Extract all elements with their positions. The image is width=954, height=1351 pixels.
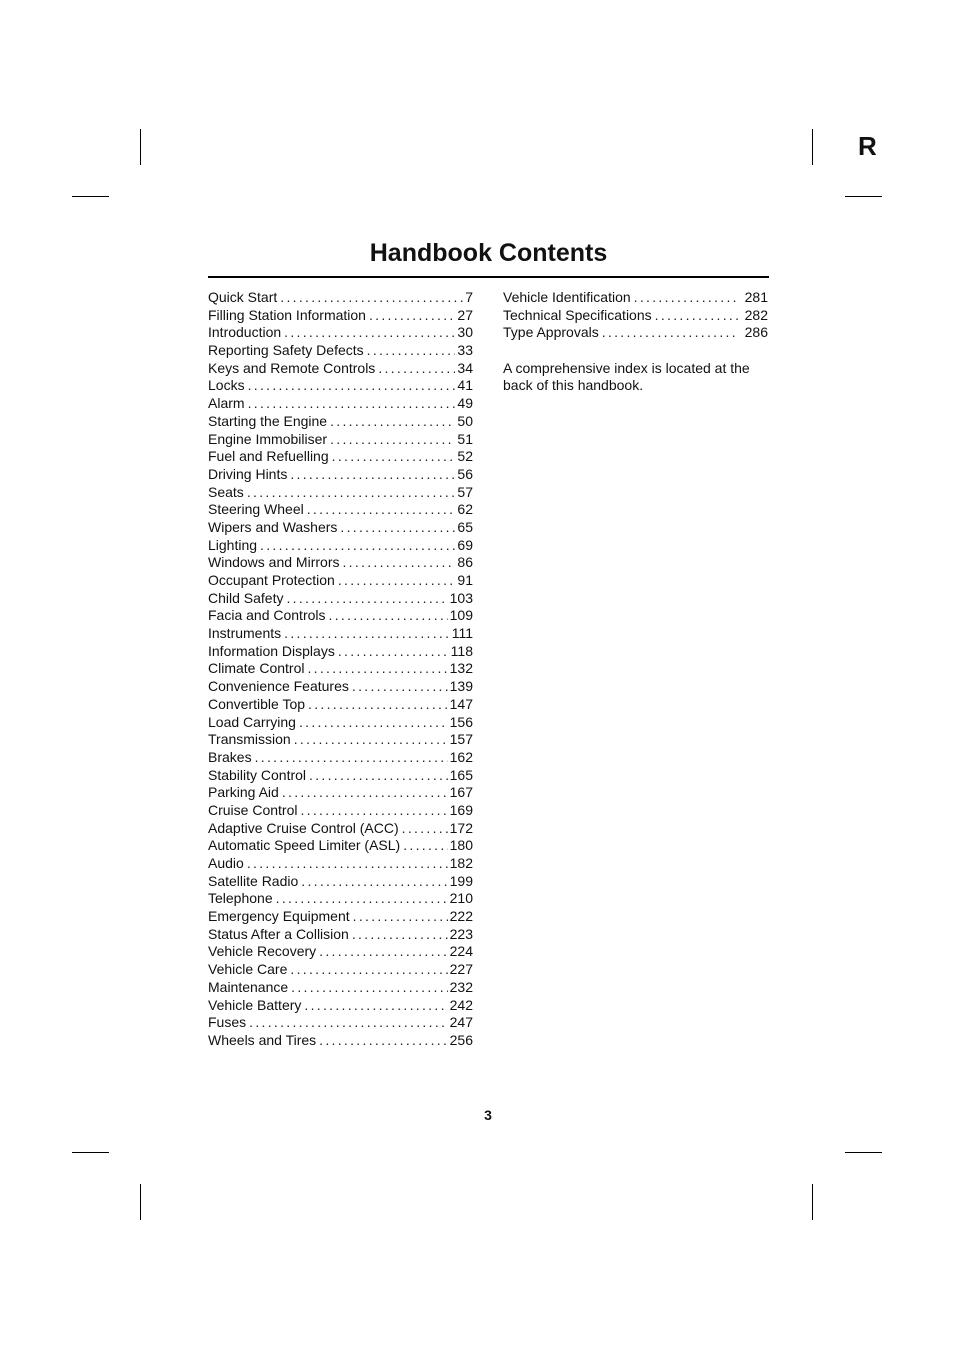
- contents-entry: [208, 890, 473, 908]
- entry-page-number: 282: [744, 306, 768, 323]
- contents-entry: [208, 908, 473, 926]
- entry-page-number: 210: [449, 890, 473, 907]
- contents-entry: [208, 448, 473, 466]
- entry-title: Stability Control: [208, 766, 307, 783]
- contents-entry: [208, 714, 473, 732]
- entry-title: Audio: [208, 855, 244, 871]
- dot-leader: [338, 643, 449, 661]
- entry-title: Climate Control: [208, 660, 305, 677]
- dot-leader: [247, 484, 456, 502]
- entry-page-number: 109: [449, 607, 473, 624]
- contents-entry: [208, 643, 473, 661]
- contents-list-left: [208, 289, 473, 1050]
- contents-entry: [208, 431, 473, 449]
- dot-leader: [294, 731, 448, 749]
- entry-title: Windows and Mirrors: [208, 554, 340, 571]
- entry-title: Engine Immobiliser: [208, 430, 328, 447]
- entry-page-number: 156: [449, 713, 473, 730]
- dot-leader: [290, 961, 447, 979]
- contents-entry: [208, 324, 473, 342]
- dot-leader: [352, 678, 448, 696]
- dot-leader: [299, 714, 448, 732]
- contents-entry: [208, 537, 473, 555]
- entry-title: Locks: [208, 377, 245, 394]
- entry-title: Occupant Protection: [208, 572, 335, 588]
- contents-entry: [208, 466, 473, 484]
- entry-page-number: 65: [457, 518, 473, 535]
- contents-list-right-entries: [503, 289, 768, 342]
- dot-leader: [260, 537, 455, 555]
- contents-entry: [208, 837, 473, 855]
- entry-title: Emergency Equipment: [208, 908, 350, 925]
- dot-leader: [284, 324, 455, 342]
- contents-entry: [208, 997, 473, 1015]
- entry-title: Vehicle Battery: [208, 996, 302, 1013]
- section-tab-letter: R: [858, 131, 877, 161]
- entry-title: Transmission: [208, 731, 291, 748]
- entry-title: Vehicle Care: [208, 961, 288, 978]
- contents-entry: [208, 625, 473, 643]
- entry-page-number: 182: [449, 855, 473, 871]
- dot-leader: [248, 377, 456, 395]
- contents-entry: [208, 289, 473, 307]
- page-title: Handbook Contents: [369, 239, 608, 267]
- entry-title: Technical Specifications: [503, 306, 652, 323]
- entry-title: Automatic Speed Limiter (ASL): [208, 837, 401, 854]
- contents-entry: [208, 784, 473, 802]
- entry-title: Maintenance: [208, 978, 289, 995]
- contents-entry: [208, 572, 473, 590]
- entry-page-number: 167: [449, 784, 473, 801]
- crop-mark-bottom-left-horizontal: [72, 1152, 109, 1153]
- entry-page-number: 86: [457, 554, 473, 571]
- title-rule: [208, 276, 769, 278]
- entry-title: Adaptive Cruise Control (ACC): [208, 819, 399, 836]
- entry-title: Instruments: [208, 625, 282, 642]
- contents-entry: [208, 360, 473, 378]
- dot-leader: [330, 431, 455, 449]
- entry-page-number: 256: [449, 1031, 473, 1048]
- dot-leader: [309, 767, 448, 785]
- dot-leader: [301, 873, 447, 891]
- contents-entry: [208, 554, 473, 572]
- dot-leader: [300, 802, 447, 820]
- dot-leader: [655, 307, 738, 325]
- contents-list-right: [503, 289, 768, 395]
- entry-title: Reporting Safety Defects: [208, 342, 364, 359]
- entry-title: Convenience Features: [208, 678, 349, 695]
- entry-title: Quick Start: [208, 289, 278, 305]
- entry-page-number: 52: [457, 448, 473, 465]
- dot-leader: [286, 590, 447, 608]
- dot-leader: [602, 324, 738, 342]
- contents-entry: [208, 1014, 473, 1032]
- contents-entry: [208, 519, 473, 537]
- dot-leader: [304, 997, 447, 1015]
- entry-title: Parking Aid: [208, 784, 279, 801]
- contents-entry: [208, 590, 473, 608]
- entry-title: Fuses: [208, 1014, 247, 1031]
- dot-leader: [249, 1014, 448, 1032]
- entry-title: Keys and Remote Controls: [208, 359, 376, 376]
- page-number: 3: [484, 1107, 492, 1123]
- contents-entry: [503, 307, 768, 325]
- dot-leader: [352, 926, 448, 944]
- entry-title: Introduction: [208, 324, 282, 341]
- dot-leader: [284, 625, 450, 643]
- contents-entry: [208, 377, 473, 395]
- dot-leader: [248, 395, 456, 413]
- entry-title: Steering Wheel: [208, 501, 304, 518]
- crop-mark-bottom-right-vertical: [812, 1184, 813, 1220]
- entry-page-number: 111: [451, 625, 473, 642]
- dot-leader: [353, 908, 448, 926]
- dot-leader: [280, 289, 463, 307]
- contents-entry: [208, 820, 473, 838]
- contents-entry: [208, 696, 473, 714]
- entry-page-number: 172: [449, 819, 473, 836]
- entry-title: Vehicle Identification: [503, 289, 631, 305]
- dot-leader: [378, 360, 455, 378]
- dot-leader: [330, 413, 455, 431]
- entry-title: Fuel and Refuelling: [208, 448, 329, 465]
- dot-leader: [634, 289, 738, 307]
- entry-title: Brakes: [208, 748, 252, 765]
- index-note: A comprehensive index is located at the back of this handbook.: [503, 359, 750, 394]
- dot-leader: [367, 342, 456, 360]
- entry-page-number: 27: [457, 306, 473, 323]
- contents-entry: [208, 802, 473, 820]
- entry-page-number: 165: [449, 766, 473, 783]
- contents-entry: [208, 1032, 473, 1050]
- entry-page-number: 147: [449, 695, 473, 712]
- contents-entry: [208, 749, 473, 767]
- contents-entry: [503, 289, 768, 307]
- entry-title: Convertible Top: [208, 695, 306, 712]
- dot-leader: [276, 890, 448, 908]
- entry-page-number: 227: [449, 961, 473, 978]
- entry-title: Cruise Control: [208, 801, 298, 818]
- contents-entry: [208, 342, 473, 360]
- contents-entry: [208, 501, 473, 519]
- entry-title: Information Displays: [208, 642, 335, 659]
- contents-entry: [208, 307, 473, 325]
- dot-leader: [307, 501, 456, 519]
- entry-page-number: 103: [449, 589, 473, 606]
- entry-page-number: 242: [449, 996, 473, 1013]
- contents-entry: [208, 660, 473, 678]
- entry-title: Vehicle Recovery: [208, 943, 317, 960]
- entry-page-number: 180: [449, 837, 473, 854]
- dot-leader: [290, 466, 455, 484]
- entry-page-number: 33: [457, 342, 473, 359]
- entry-page-number: 51: [457, 430, 473, 447]
- dot-leader: [402, 820, 448, 838]
- entry-page-number: 162: [449, 748, 473, 765]
- dot-leader: [247, 855, 448, 873]
- entry-title: Type Approvals: [503, 324, 599, 341]
- entry-page-number: 281: [744, 289, 768, 305]
- entry-title: Seats: [208, 483, 244, 500]
- entry-page-number: 139: [449, 678, 473, 695]
- contents-entry: [208, 413, 473, 431]
- contents-entry: [208, 395, 473, 413]
- dot-leader: [307, 660, 447, 678]
- entry-page-number: 91: [457, 572, 473, 588]
- entry-page-number: 49: [457, 395, 473, 412]
- entry-title: Telephone: [208, 890, 273, 907]
- entry-page-number: 41: [457, 377, 473, 394]
- entry-title: Wipers and Washers: [208, 518, 338, 535]
- entry-title: Wheels and Tires: [208, 1031, 317, 1048]
- dot-leader: [329, 607, 448, 625]
- entry-page-number: 157: [449, 731, 473, 748]
- entry-page-number: 50: [457, 412, 473, 429]
- contents-entry: [208, 678, 473, 696]
- entry-title: Alarm: [208, 395, 245, 412]
- entry-title: Lighting: [208, 536, 258, 553]
- contents-entry: [208, 484, 473, 502]
- dot-leader: [340, 519, 455, 537]
- crop-mark-bottom-right-horizontal: [845, 1152, 882, 1153]
- contents-entry: [208, 767, 473, 785]
- contents-entry: [208, 607, 473, 625]
- dot-leader: [403, 837, 447, 855]
- contents-entry: [208, 731, 473, 749]
- entry-page-number: 169: [449, 801, 473, 818]
- dot-leader: [338, 572, 456, 590]
- entry-title: Starting the Engine: [208, 412, 328, 429]
- crop-mark-top-right-horizontal: [845, 196, 882, 197]
- entry-page-number: 286: [744, 324, 768, 341]
- entry-title: Child Safety: [208, 589, 284, 606]
- dot-leader: [319, 1032, 447, 1050]
- crop-mark-top-right-vertical: [812, 129, 813, 165]
- contents-entry: [208, 873, 473, 891]
- entry-page-number: 34: [457, 359, 473, 376]
- crop-mark-top-left-vertical: [140, 129, 141, 165]
- entry-title: Filling Station Information: [208, 306, 366, 323]
- entry-title: Satellite Radio: [208, 872, 299, 889]
- entry-page-number: 199: [449, 872, 473, 889]
- dot-leader: [342, 554, 455, 572]
- contents-entry: [503, 324, 768, 342]
- dot-leader: [291, 979, 447, 997]
- entry-page-number: 222: [449, 908, 473, 925]
- dot-leader: [369, 307, 455, 325]
- entry-title: Status After a Collision: [208, 925, 349, 942]
- contents-entry: [208, 979, 473, 997]
- dot-leader: [332, 448, 456, 466]
- entry-page-number: 62: [457, 501, 473, 518]
- dot-leader: [319, 943, 447, 961]
- contents-entry: [208, 855, 473, 873]
- entry-page-number: 132: [449, 660, 473, 677]
- entry-page-number: 57: [457, 483, 473, 500]
- contents-entry: [208, 926, 473, 944]
- entry-title: Facia and Controls: [208, 607, 326, 624]
- dot-leader: [282, 784, 448, 802]
- crop-mark-bottom-left-vertical: [140, 1184, 141, 1220]
- entry-title: Driving Hints: [208, 465, 288, 482]
- entry-page-number: 232: [449, 978, 473, 995]
- entry-page-number: 69: [457, 536, 473, 553]
- dot-leader: [308, 696, 448, 714]
- entry-page-number: 118: [450, 642, 473, 659]
- entry-page-number: 224: [449, 943, 473, 960]
- contents-entry: [208, 961, 473, 979]
- crop-mark-top-left-horizontal: [72, 196, 109, 197]
- entry-page-number: 223: [449, 925, 473, 942]
- contents-entry: [208, 943, 473, 961]
- entry-page-number: 247: [449, 1014, 473, 1031]
- entry-title: Load Carrying: [208, 713, 296, 730]
- dot-leader: [255, 749, 448, 767]
- entry-page-number: 56: [457, 465, 473, 482]
- entry-page-number: 7: [465, 289, 473, 305]
- entry-page-number: 30: [457, 324, 473, 341]
